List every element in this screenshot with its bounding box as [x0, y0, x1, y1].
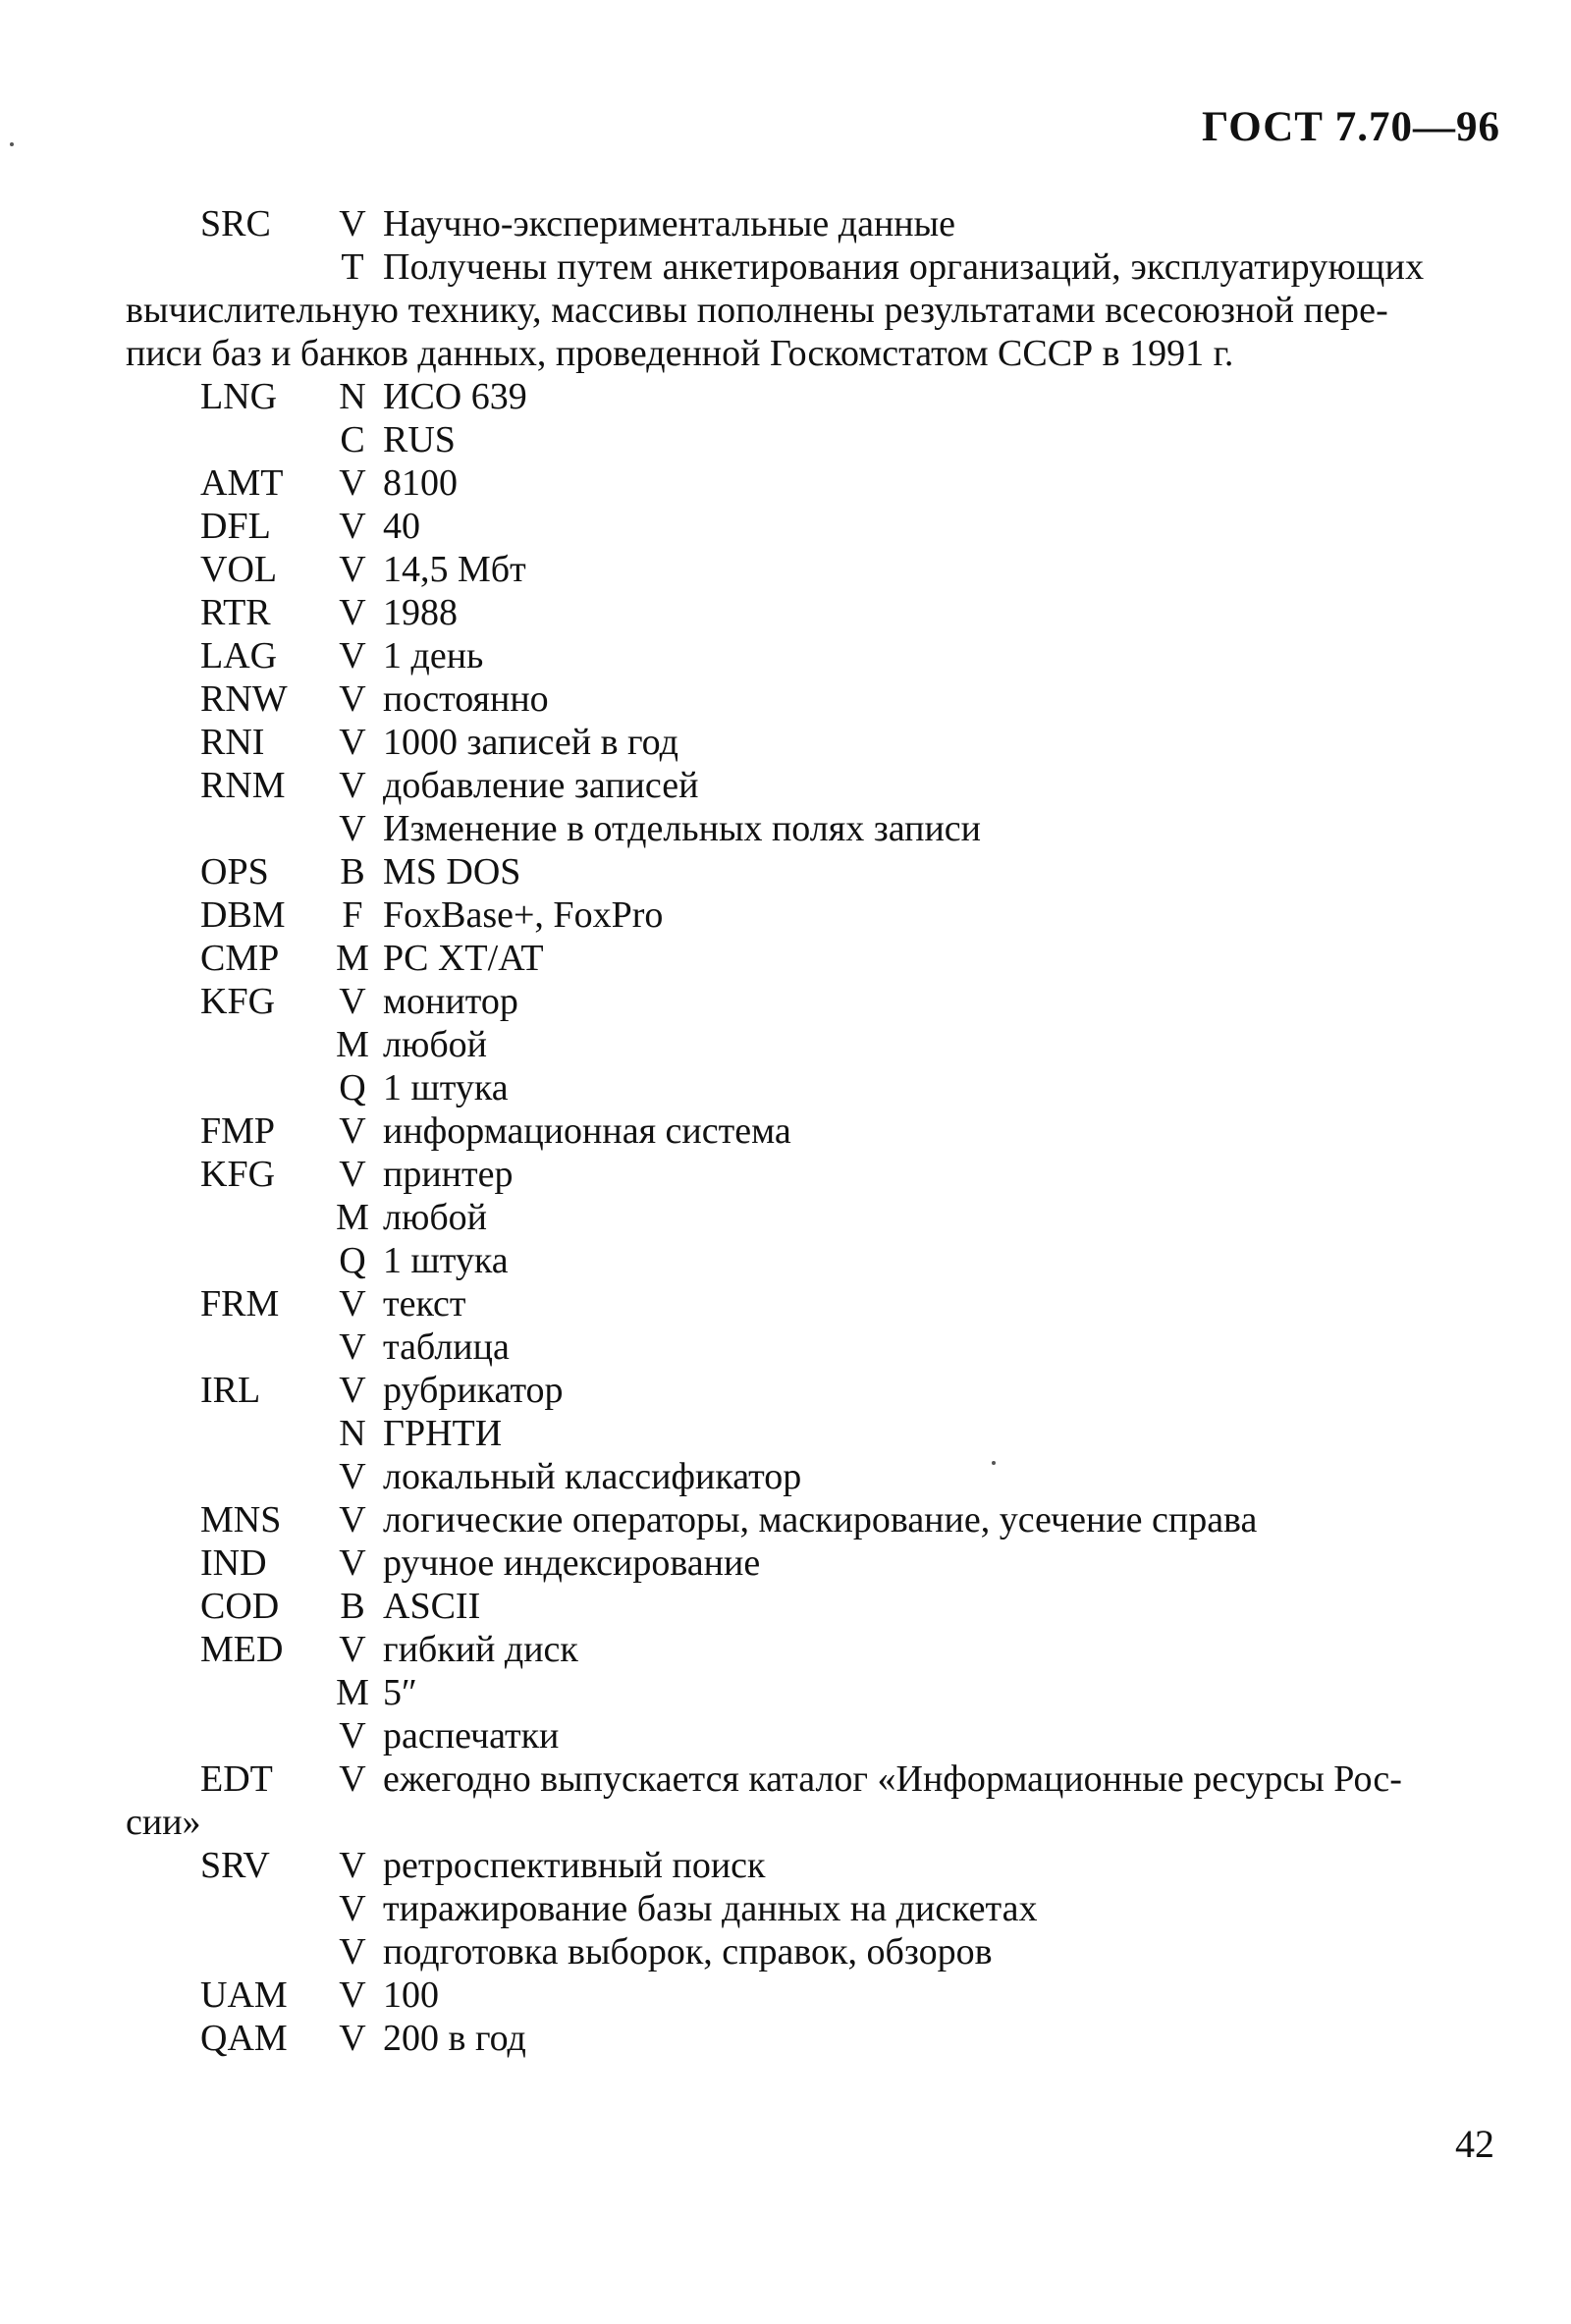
field-indicator: V — [339, 1931, 366, 1973]
field-value: подготовка выборок, справок, обзоров — [383, 1931, 993, 1973]
record-row — [126, 1844, 1500, 1887]
field-value: тиражирование базы данных на дискетах — [383, 1888, 1038, 1929]
record-row — [126, 937, 1500, 980]
field-value: 1 штука — [383, 1067, 509, 1108]
record-row — [126, 1239, 1500, 1282]
record-row — [126, 850, 1500, 893]
field-value: RUS — [383, 419, 456, 460]
field-value: принтер — [383, 1154, 514, 1195]
field-code: SRV — [200, 1845, 270, 1886]
page-number: 42 — [1455, 2122, 1494, 2166]
field-value: ежегодно выпускается каталог «Информационные ресурсы Рос- — [383, 1758, 1402, 1800]
field-indicator: V — [339, 462, 366, 504]
field-value: 1 день — [383, 635, 484, 676]
field-value: MS DOS — [383, 851, 521, 892]
record-row — [126, 1585, 1500, 1628]
field-indicator: V — [339, 1715, 366, 1757]
field-value: 1988 — [383, 592, 458, 633]
field-indicator: V — [339, 1326, 366, 1368]
field-code: DFL — [200, 506, 271, 547]
record-row — [126, 1369, 1500, 1412]
record-row — [126, 202, 1500, 245]
field-value: PC XT/AT — [383, 938, 544, 979]
field-code: COD — [200, 1586, 280, 1627]
field-indicator: C — [340, 419, 365, 460]
field-value: постоянно — [383, 678, 549, 720]
paragraph-line-1: Получены путем анкетирования организаций, эксплуатирующих — [383, 246, 1425, 288]
record-row — [126, 1887, 1500, 1930]
field-indicator: N — [339, 376, 366, 417]
field-indicator: V — [339, 1370, 366, 1411]
scan-speck — [10, 142, 14, 146]
field-code: RTR — [200, 592, 271, 633]
record-row — [126, 375, 1500, 418]
field-indicator: M — [336, 1197, 369, 1238]
field-code: CMP — [200, 938, 280, 979]
field-indicator: V — [339, 635, 366, 676]
field-code: KFG — [200, 1154, 276, 1195]
record-row — [126, 1066, 1500, 1109]
field-value: ручное индексирование — [383, 1542, 761, 1584]
field-list — [126, 375, 1500, 1757]
field-indicator: V — [339, 1110, 366, 1152]
field-indicator: V — [339, 1456, 366, 1497]
record-row — [126, 721, 1500, 764]
field-indicator: V — [339, 1974, 366, 2016]
field-code: UAM — [200, 1974, 288, 2016]
record-row — [126, 1109, 1500, 1153]
record-row — [126, 548, 1500, 591]
field-code: MNS — [200, 1499, 282, 1540]
field-code: AMT — [200, 462, 284, 504]
field-value: 200 в год — [383, 2018, 526, 2059]
field-value: монитор — [383, 981, 518, 1022]
field-indicator: M — [336, 1024, 369, 1065]
record-row — [126, 1196, 1500, 1239]
field-code: RNI — [200, 722, 265, 763]
field-code: RNW — [200, 678, 288, 720]
paragraph-line-2: вычислительную технику, массивы пополнены результатами всесоюзной пере- — [126, 290, 1388, 331]
field-value: ASCII — [383, 1586, 481, 1627]
record-row — [126, 1023, 1500, 1066]
field-value: ГРНТИ — [383, 1413, 503, 1454]
field-value: 14,5 Мбт — [383, 549, 526, 590]
field-code: OPS — [200, 851, 269, 892]
field-value: рубрикатор — [383, 1370, 564, 1411]
field-indicator: B — [340, 1586, 365, 1627]
field-code: SRC — [200, 203, 271, 244]
record-row — [126, 418, 1500, 461]
field-indicator: V — [339, 1629, 366, 1670]
record-row — [126, 1671, 1500, 1714]
record-row — [126, 980, 1500, 1023]
field-code: FMP — [200, 1110, 276, 1152]
field-value: ретроспективный поиск — [383, 1845, 766, 1886]
record-content — [126, 202, 1500, 2060]
field-list-bottom — [126, 1844, 1500, 2060]
field-indicator: V — [339, 506, 366, 547]
paragraph-line — [126, 245, 1500, 289]
field-indicator: V — [339, 1283, 366, 1324]
field-indicator: V — [339, 1542, 366, 1584]
field-code: DBM — [200, 894, 286, 936]
field-indicator: V — [339, 981, 366, 1022]
field-value: распечатки — [383, 1715, 560, 1757]
field-value: гибкий диск — [383, 1629, 578, 1670]
record-row — [126, 634, 1500, 677]
field-value: добавление записей — [383, 765, 699, 806]
field-value: FoxBase+, FoxPro — [383, 894, 664, 936]
field-indicator: N — [339, 1413, 366, 1454]
field-value: Изменение в отдельных полях записи — [383, 808, 982, 849]
record-row — [126, 2017, 1500, 2060]
paragraph-indicator: T — [341, 246, 364, 288]
record-row — [126, 1930, 1500, 1973]
field-value: 40 — [383, 506, 420, 547]
field-value: 1000 записей в год — [383, 722, 678, 763]
record-row — [126, 1412, 1500, 1455]
field-indicator: V — [339, 549, 366, 590]
record-row — [126, 1714, 1500, 1757]
field-indicator: V — [339, 765, 366, 806]
field-value: Научно-экспериментальные данные — [383, 203, 956, 244]
field-value: любой — [383, 1197, 488, 1238]
field-indicator: V — [339, 592, 366, 633]
field-value: текст — [383, 1283, 466, 1324]
field-code: LNG — [200, 376, 278, 417]
field-value: 5″ — [383, 1672, 417, 1713]
field-value: 1 штука — [383, 1240, 509, 1281]
record-row — [126, 764, 1500, 807]
field-code: IRL — [200, 1370, 261, 1411]
record-row — [126, 1541, 1500, 1585]
field-value: таблица — [383, 1326, 510, 1368]
field-code: FRM — [200, 1283, 280, 1324]
field-value: локальный классификатор — [383, 1456, 802, 1497]
field-value-continuation: сии» — [126, 1802, 201, 1843]
field-indicator: V — [339, 203, 366, 244]
document-header: ГОСТ 7.70—96 — [1202, 104, 1500, 150]
field-indicator: V — [339, 1154, 366, 1195]
record-row — [126, 1455, 1500, 1498]
record-row — [126, 1973, 1500, 2017]
field-code: VOL — [200, 549, 278, 590]
field-indicator: V — [339, 1499, 366, 1540]
field-indicator: M — [336, 938, 369, 979]
source-paragraph — [126, 245, 1500, 375]
record-row-edt — [126, 1757, 1500, 1801]
field-code: RNM — [200, 765, 286, 806]
record-row — [126, 677, 1500, 721]
field-indicator: F — [342, 894, 363, 936]
field-indicator: B — [340, 851, 365, 892]
field-value: информационная система — [383, 1110, 791, 1152]
scan-speck — [992, 1461, 996, 1465]
field-indicator: Q — [339, 1240, 366, 1281]
field-code: IND — [200, 1542, 267, 1584]
field-indicator: V — [339, 1888, 366, 1929]
field-value: ИСО 639 — [383, 376, 527, 417]
field-value: логические операторы, маскирование, усечение справа — [383, 1499, 1258, 1540]
field-indicator: V — [339, 678, 366, 720]
record-row — [126, 1153, 1500, 1196]
field-value: 100 — [383, 1974, 439, 2016]
field-code: LAG — [200, 635, 278, 676]
record-row — [126, 1282, 1500, 1325]
field-indicator: V — [339, 1758, 366, 1800]
record-row — [126, 893, 1500, 937]
field-indicator: Q — [339, 1067, 366, 1108]
field-value: любой — [383, 1024, 488, 1065]
record-row — [126, 1628, 1500, 1671]
record-row — [126, 1325, 1500, 1369]
record-row — [126, 1498, 1500, 1541]
field-indicator: V — [339, 722, 366, 763]
record-row — [126, 591, 1500, 634]
field-indicator: V — [339, 808, 366, 849]
field-indicator: V — [339, 2018, 366, 2059]
field-code: EDT — [200, 1758, 273, 1800]
field-value: 8100 — [383, 462, 458, 504]
field-indicator: M — [336, 1672, 369, 1713]
field-code: KFG — [200, 981, 276, 1022]
record-row — [126, 807, 1500, 850]
field-code: QAM — [200, 2018, 288, 2059]
record-row — [126, 461, 1500, 505]
record-row — [126, 505, 1500, 548]
field-code: MED — [200, 1629, 284, 1670]
field-indicator: V — [339, 1845, 366, 1886]
paragraph-line-3: писи баз и банков данных, проведенной Госкомстатом СССР в 1991 г. — [126, 333, 1234, 374]
